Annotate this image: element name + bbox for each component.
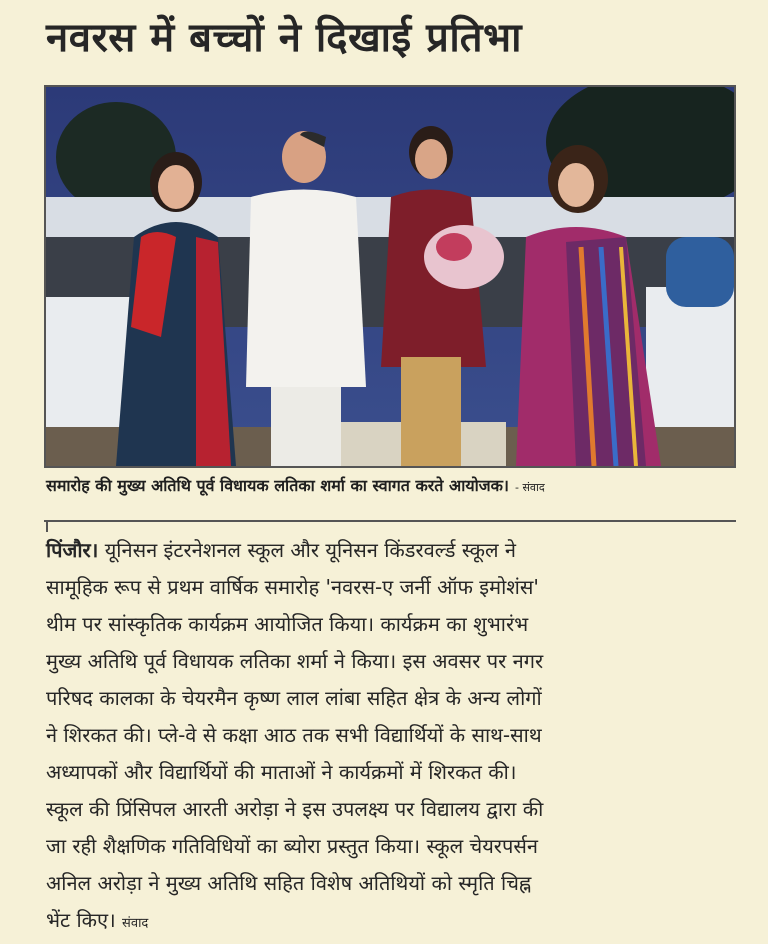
photo-caption — [46, 474, 746, 496]
divider-tick — [46, 520, 48, 532]
body-line: थीम पर सांस्कृतिक कार्यक्रम आयोजित किया। कार्यक्रम का शुभारंभ — [46, 612, 529, 636]
body-line — [46, 902, 746, 942]
body-line-text: यूनिसन इंटरनेशनल स्कूल और यूनिसन किंडरवर्ल्ड स्कूल ने — [104, 538, 517, 562]
news-photo — [44, 85, 736, 468]
caption-text: समारोह की मुख्य अतिथि पूर्व विधायक लतिका शर्मा का स्वागत करते आयोजक। — [46, 476, 509, 495]
body-line: ने शिरकत की। प्ले-वे से कक्षा आठ तक सभी विद्यार्थियों के साथ-साथ — [46, 723, 542, 747]
body-line: अध्यापकों और विद्यार्थियों की माताओं ने कार्यक्रमों में शिरकत की। — [46, 760, 517, 784]
body-line: मुख्य अतिथि पूर्व विधायक लतिका शर्मा ने किया। इस अवसर पर नगर — [46, 649, 544, 673]
body-line: जा रही शैक्षणिक गतिविधियों का ब्योरा प्रस्तुत किया। स्कूल चेयरपर्सन — [46, 834, 538, 858]
dateline: पिंजौर। — [46, 538, 99, 562]
body-line: सामूहिक रूप से प्रथम वार्षिक समारोह 'नवरस-ए जर्नी ऑफ इमोशंस' — [46, 575, 539, 599]
body-line: अनिल अरोड़ा ने मुख्य अतिथि सहित विशेष अतिथियों को स्मृति चिह्न — [46, 871, 532, 895]
body-line: परिषद कालका के चेयरमैन कृष्ण लाल लांबा सहित क्षेत्र के अन्य लोगों — [46, 686, 542, 710]
body-line-text: भेंट किए। — [46, 908, 116, 932]
divider-line — [44, 520, 736, 522]
caption-credit: - संवाद — [514, 481, 545, 494]
body-line — [46, 532, 746, 569]
article-body — [46, 532, 746, 942]
body-line: स्कूल की प्रिंसिपल आरती अरोड़ा ने इस उपलक्ष्य पर विद्यालय द्वारा की — [46, 797, 544, 821]
body-credit: संवाद — [122, 916, 149, 931]
headline: नवरस में बच्चों ने दिखाई प्रतिभा — [46, 15, 522, 61]
